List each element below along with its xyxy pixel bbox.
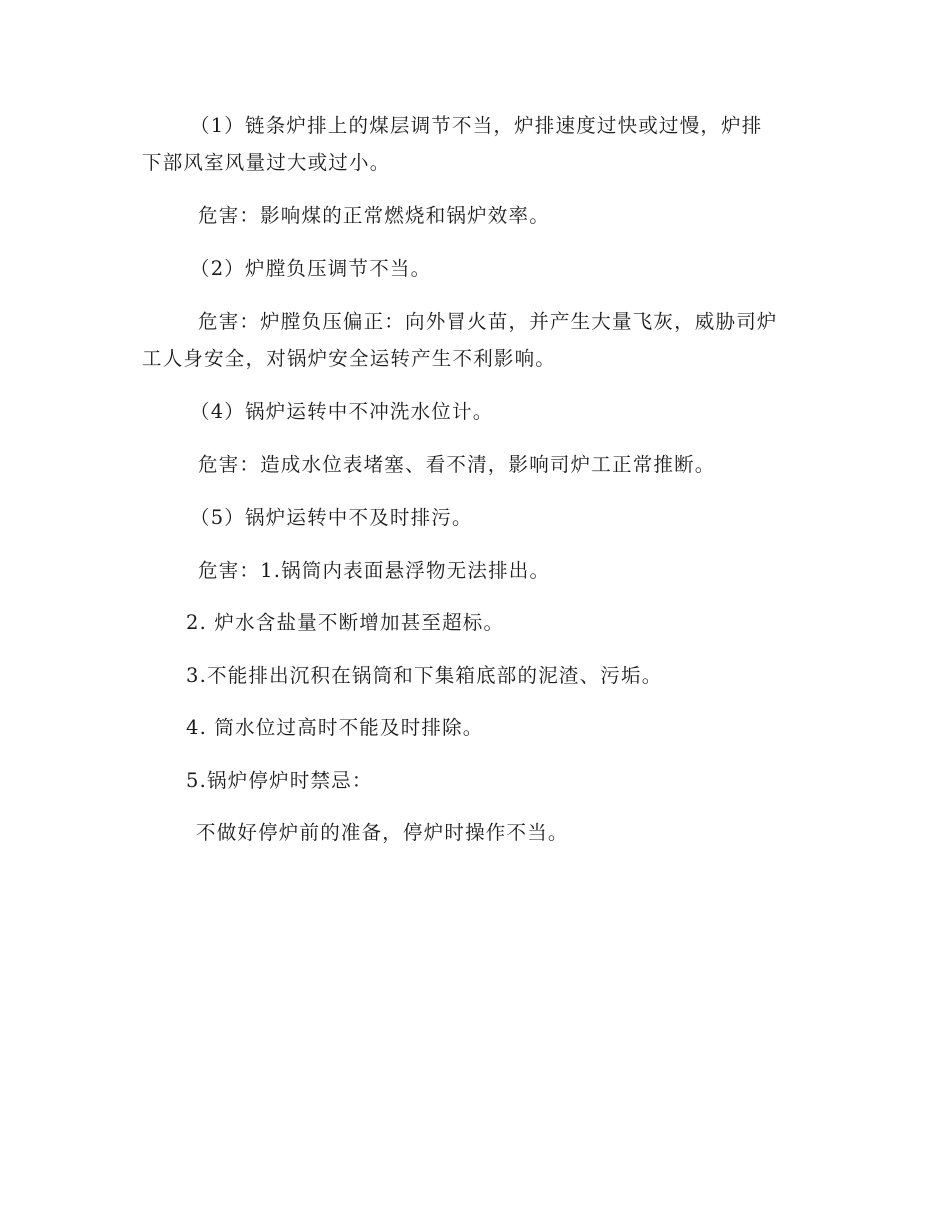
paragraph-6: 危害：造成水位表堵塞、看不清，影响司炉工正常推断。 [198, 453, 716, 476]
paragraph-9: 2. 炉水含盐量不断增加甚至超标。 [186, 611, 505, 634]
paragraph-7: （5）锅炉运转中不及时排污。 [190, 506, 473, 529]
paragraph-11: 4. 筒水位过高时不能及时排除。 [186, 716, 484, 739]
paragraph-5: （4）锅炉运转中不冲洗水位计。 [190, 400, 494, 423]
paragraph-13: 不做好停炉前的准备，停炉时操作不当。 [196, 821, 569, 844]
paragraph-10: 3.不能排出沉积在锅筒和下集箱底部的泥渣、污垢。 [186, 664, 663, 687]
paragraph-1-line-2: 下部风室风量过大或过小。 [142, 151, 391, 174]
paragraph-12: 5.锅炉停炉时禁忌： [186, 769, 373, 792]
paragraph-8: 危害：1.锅筒内表面悬浮物无法排出。 [198, 559, 551, 582]
paragraph-3: （2）炉膛负压调节不当。 [190, 257, 432, 280]
paragraph-4-line-1: 危害：炉膛负压偏正：向外冒火苗，并产生大量飞灰，威胁司炉 [198, 310, 778, 333]
paragraph-4-line-2: 工人身安全，对锅炉安全运转产生不利影响。 [142, 347, 557, 370]
paragraph-2: 危害：影响煤的正常燃烧和锅炉效率。 [198, 204, 550, 227]
paragraph-1-line-1: （1）链条炉排上的煤层调节不当，炉排速度过快或过慢，炉排 [190, 114, 763, 137]
